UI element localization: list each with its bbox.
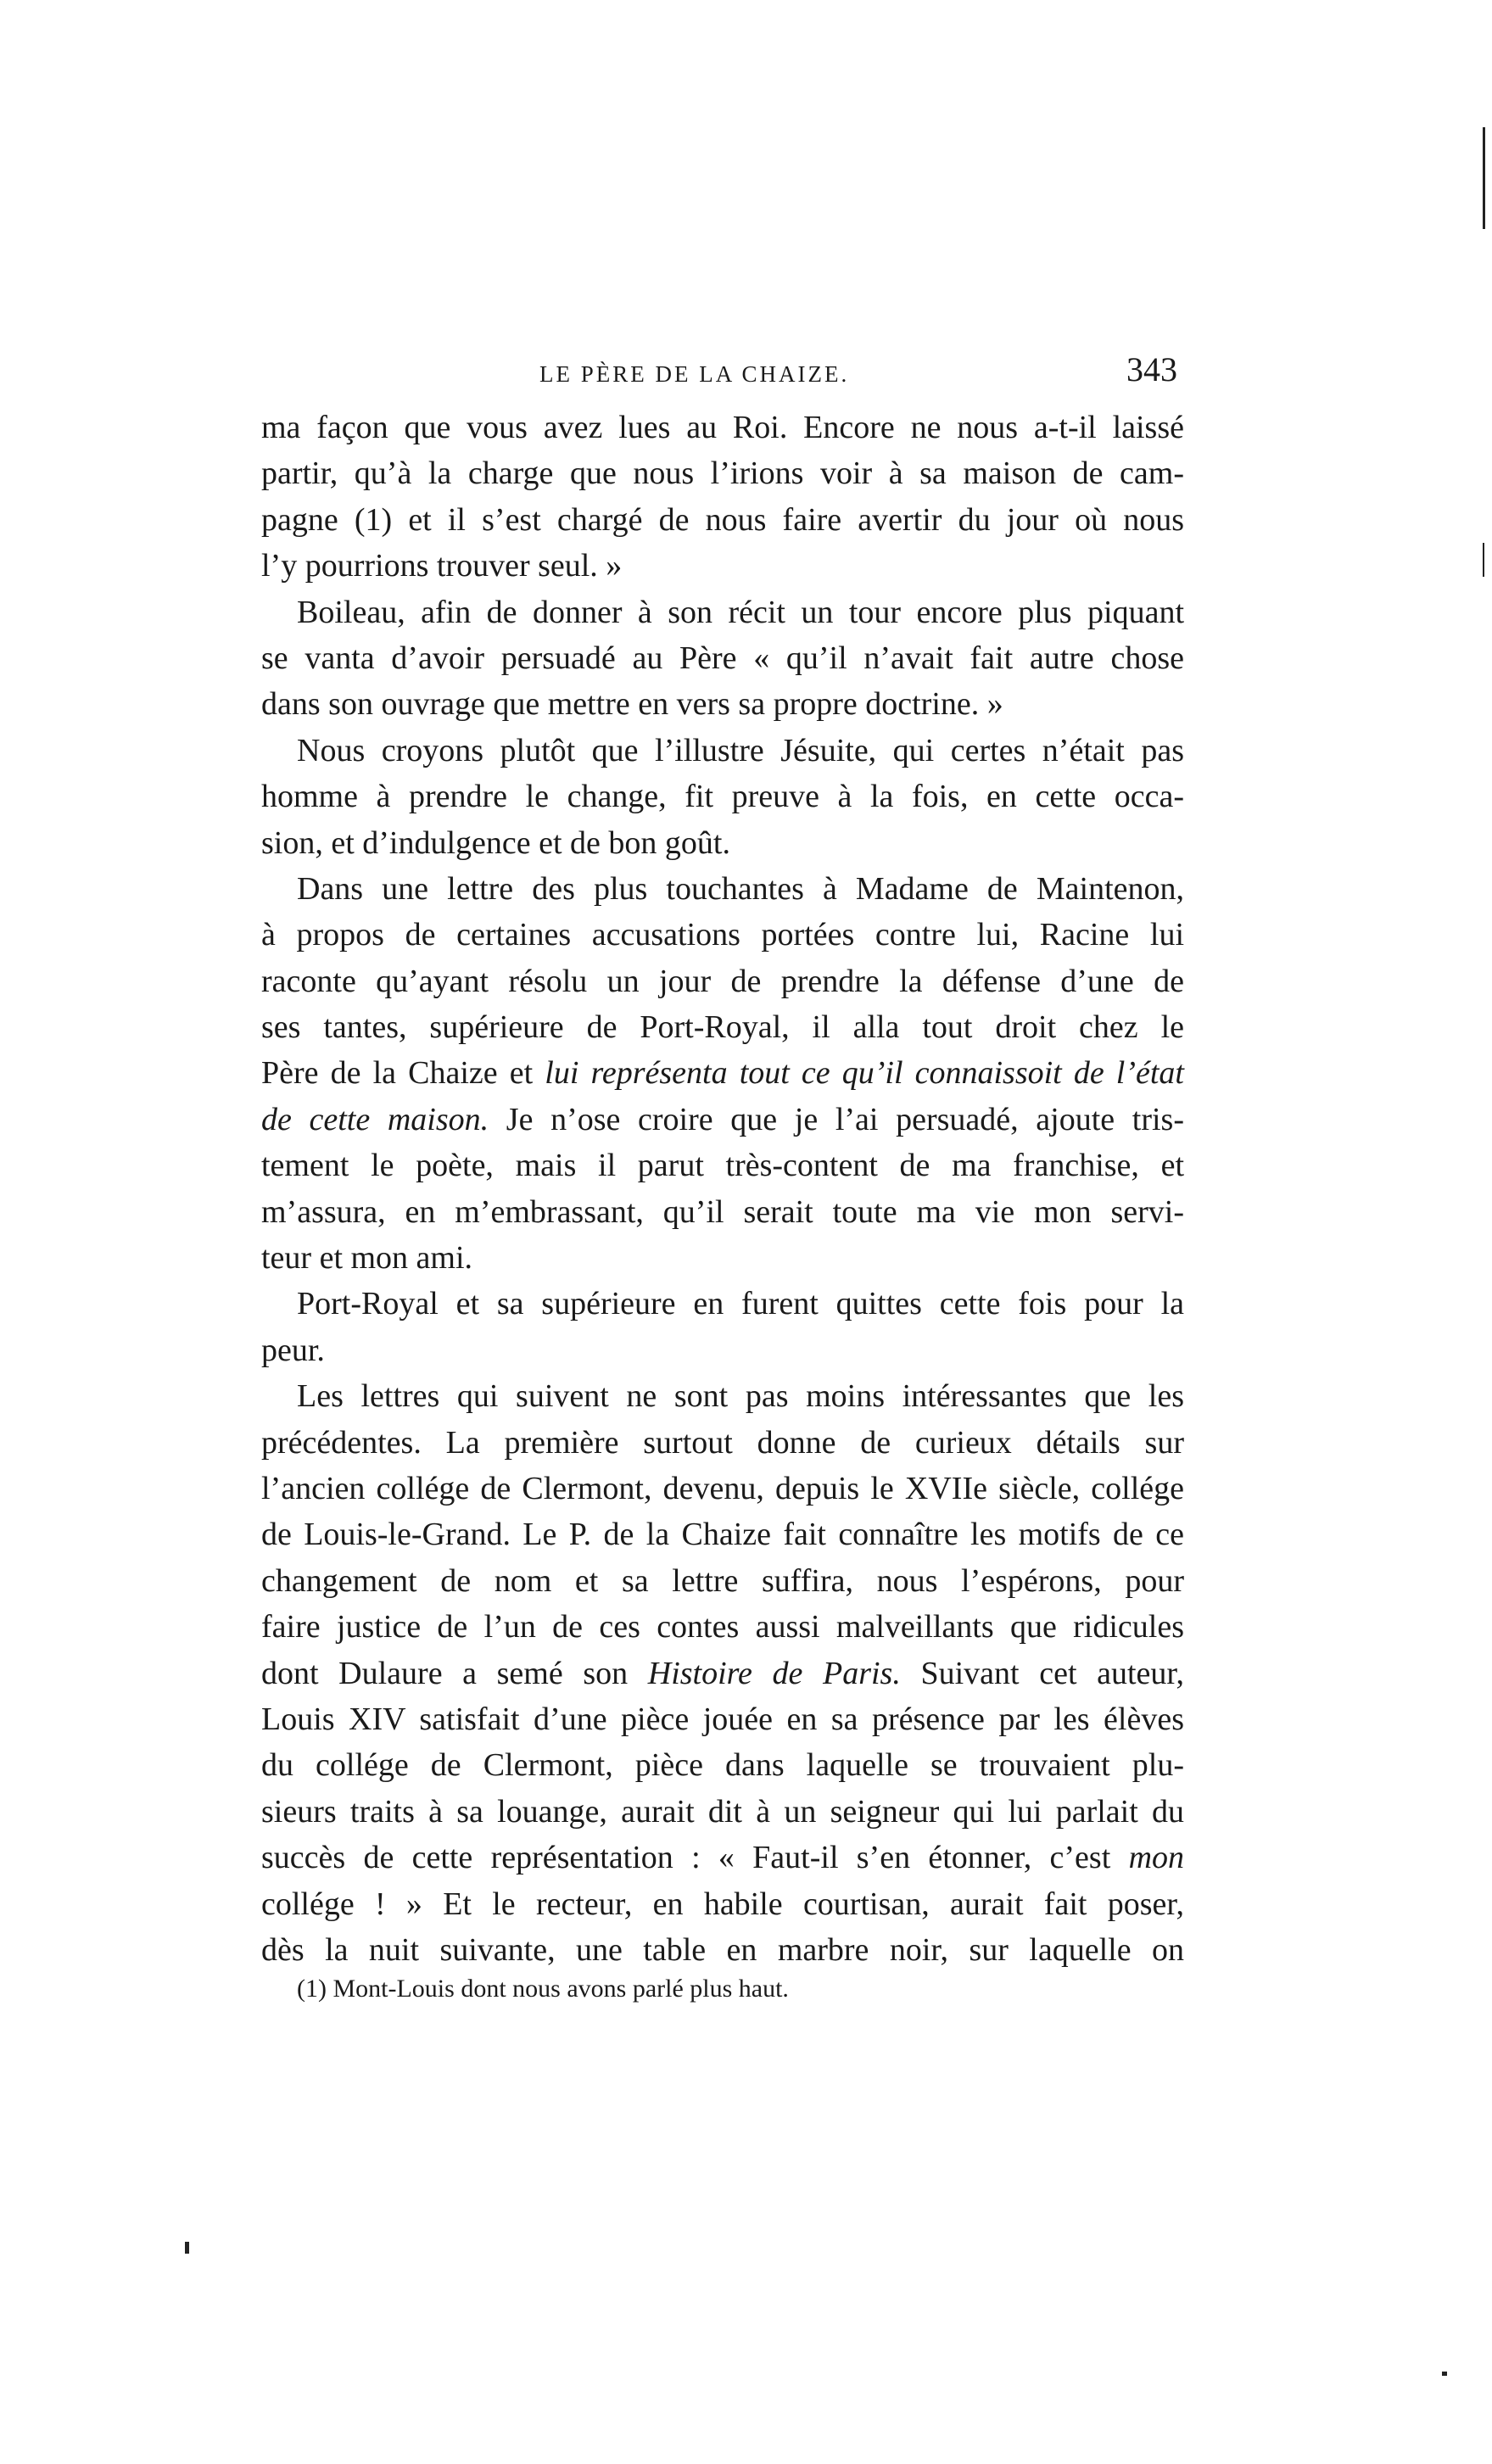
text-line: sion, et d’indulgence et de bon goût.	[261, 824, 730, 861]
text-line: peur.	[261, 1332, 325, 1368]
margin-mark	[1483, 127, 1485, 229]
text-line: de Louis-le-Grand. Le P. de la Chaize fait connaître les motifs de ce	[261, 1517, 1184, 1553]
text-line: Port-Royal et sa supérieure en furent quittes cette fois pour la	[297, 1286, 1184, 1322]
text-line: m’assura, en m’embrassant, qu’il serait toute ma vie mon servi-	[261, 1193, 1184, 1230]
text-line	[261, 1050, 1184, 1096]
footnote-block	[297, 1972, 1060, 2006]
text-line: pagne (1) et il s’est chargé de nous faire avertir du jour où nous	[261, 501, 1184, 538]
text-line: raconte qu’ayant résolu un jour de prendre la défense d’une de	[261, 963, 1184, 999]
text-line: dans son ouvrage que mettre en vers sa propre doctrine. »	[261, 686, 1003, 723]
text-line: partir, qu’à la charge que nous l’irions voir à sa maison de cam-	[261, 455, 1184, 492]
line-segment: Père de la Chaize et	[261, 1055, 534, 1092]
text-line: sieurs traits à sa louange, aurait dit à un seigneur qui lui parlait du	[261, 1793, 1184, 1830]
text-line	[261, 1097, 1184, 1143]
margin-mark	[185, 2242, 189, 2254]
text-line: teur et mon ami.	[261, 1240, 473, 1277]
line-segment: Je n’ose croire que je l’ai persuadé, ajoute tris-	[506, 1101, 1184, 1137]
margin-mark	[1483, 543, 1484, 577]
text-line: Boileau, afin de donner à son récit un tour encore plus piquant	[297, 594, 1184, 630]
text-line: précédentes. La première surtout donne de curieux détails sur	[261, 1424, 1184, 1461]
text-line: à propos de certaines accusations portées contre lui, Racine lui	[261, 917, 1184, 953]
margin-mark	[1442, 2372, 1447, 2376]
line-segment: succès de cette représentation : « Faut-il s’en étonner, c’est	[261, 1840, 1111, 1876]
text-line: ma façon que vous avez lues au Roi. Encore ne nous a-t-il laissé	[261, 410, 1184, 445]
text-line	[261, 1835, 1184, 1880]
text-line: ses tantes, supérieure de Port-Royal, il alla tout droit chez le	[261, 1009, 1184, 1046]
footnote: (1) Mont-Louis dont nous avons parlé plus haut.	[297, 1975, 789, 2003]
text-line: homme à prendre le change, fit preuve à la fois, en cette occa-	[261, 779, 1184, 815]
text-line: faire justice de l’un de ces contes aussi malveillants que ridicules	[261, 1609, 1184, 1645]
page-number: 343	[1126, 350, 1177, 388]
italic-title: Histoire de Paris.	[647, 1655, 901, 1691]
text-line: tement le poète, mais il parut très-content de ma franchise, et	[261, 1148, 1184, 1184]
text-line: Nous croyons plutôt que l’illustre Jésuite, qui certes n’était pas	[297, 732, 1184, 768]
text-line	[261, 1651, 1184, 1696]
text-line: se vanta d’avoir persuadé au Père « qu’il n’avait fait autre chose	[261, 640, 1184, 676]
italic-quote: de cette maison.	[261, 1101, 489, 1137]
line-segment: dont Dulaure a semé son	[261, 1655, 629, 1691]
body-text	[261, 405, 1184, 1973]
italic-quote: lui représenta tout ce qu’il connaissoit de l’état	[545, 1055, 1184, 1092]
running-title: LE PÈRE DE LA CHAIZE.	[539, 361, 850, 387]
text-line: dès la nuit suivante, une table en marbre noir, sur laquelle on	[261, 1931, 1184, 1968]
text-line: Louis XIV satisfait d’une pièce jouée en sa présence par les élèves	[261, 1701, 1184, 1737]
text-line: changement de nom et sa lettre suffira, nous l’espérons, pour	[261, 1562, 1184, 1599]
text-line: Dans une lettre des plus touchantes à Madame de Maintenon,	[297, 870, 1184, 907]
text-line: collége ! » Et le recteur, en habile courtisan, aurait fait poser,	[261, 1886, 1184, 1922]
running-head	[261, 349, 1177, 400]
text-line: l’y pourrions trouver seul. »	[261, 548, 623, 584]
text-line: l’ancien collége de Clermont, devenu, depuis le XVIIe siècle, collége	[261, 1470, 1184, 1506]
line-segment: Suivant cet auteur,	[920, 1655, 1185, 1691]
text-line: du collége de Clermont, pièce dans laquelle se trouvaient plu-	[261, 1747, 1184, 1784]
text-line: Les lettres qui suivent ne sont pas moins intéressantes que les	[297, 1378, 1184, 1415]
italic-word: mon	[1128, 1840, 1185, 1876]
